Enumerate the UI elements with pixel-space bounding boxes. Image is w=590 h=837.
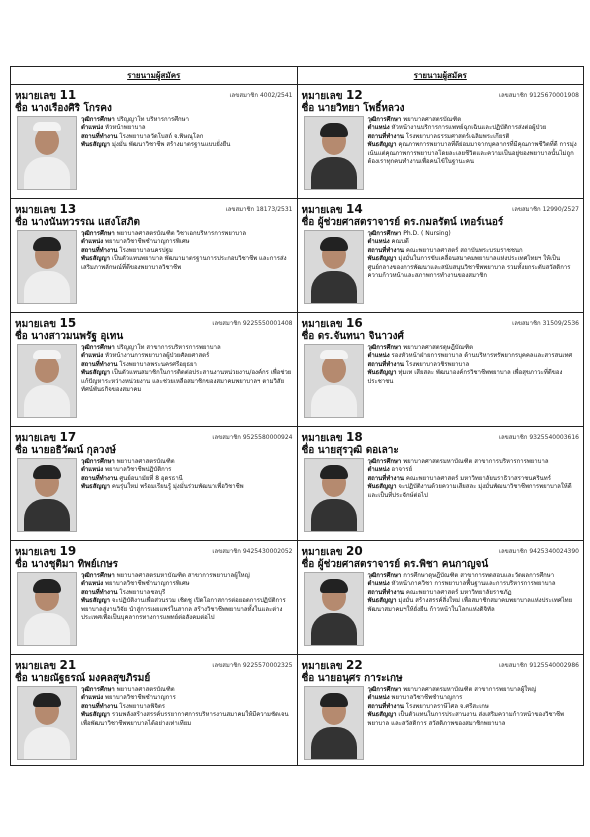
candidate-number: หมายเลข 21 (15, 658, 77, 672)
member-id: เลขสมาชิก 4002/2541 (229, 92, 293, 99)
workplace-line: สถานที่ทำงาน คณะพยาบาลศาสตร์ สถาบันพระบรมราชชนก (367, 246, 523, 254)
position-line: ตำแหน่ง คณบดี (367, 238, 409, 246)
candidate-name: ชื่อ นายอนุศร การะเกษ (301, 673, 403, 684)
workplace-line: สถานที่ทำงาน คณะพยาบาลศาสตร์ มหาวิทยาลัยราชภัฏ (367, 588, 512, 596)
candidate-number: หมายเลข 14 (301, 202, 363, 216)
position-line: ตำแหน่ง หัวหน้าพยาบาล (81, 124, 146, 132)
table-row (11, 655, 583, 765)
workplace-line: สถานที่ทำงาน โรงพยาบาลธรรมศาสตร์เฉลิมพระเกียรติ (367, 132, 510, 140)
candidate-info (81, 116, 293, 150)
candidate-name: ชื่อ นางนันทวรรณ แสงโสภิต (15, 217, 140, 228)
education-line: วุฒิการศึกษา พยาบาลศาสตรดุษฎีบัณฑิต (367, 344, 473, 351)
position-line: ตำแหน่ง พยาบาลวิชาชีพชำนาญการพิเศษ (81, 238, 190, 246)
pledge-line: พันธสัญญา จะปฏิบัติงานด้วยความเสียสละ มุ่งมั่นพัฒนาวิชาชีพการพยาบาลให้ดีและเป็นที่ประจักษ์ต่อไป (367, 483, 572, 499)
workplace-line: สถานที่ทำงาน โรงพยาบาลราษีไศล จ.ศรีสะเกษ (367, 702, 489, 710)
member-id: เลขสมาชิก 9125540002986 (498, 662, 579, 669)
pledge-line: พันธสัญญา จะปฏิบัติงานเพื่อส่วนรวม เชิดชู เปิดโอกาสการต่อยอดการปฏิบัติการพยาบาลสู่งานวิจัย นำสู่การเผยแพร่ในสากล สร้างวิชาชีพพยาบาลทั้งในและต่างประเทศเพื่อเป็นบุคลากรทางการแพทย์ต่อสังคมต่อไป (81, 597, 286, 622)
education-line: วุฒิการศึกษา การศึกษาดุษฎีบัณฑิต สาขาการทดสอบและวัดผลการศึกษา (367, 572, 555, 579)
education-line: วุฒิการศึกษา พยาบาลศาสตรบัณฑิต วิชาเอกบริหารการพยาบาล (81, 230, 247, 237)
candidate-card (11, 313, 298, 426)
candidate-photo (304, 116, 364, 190)
candidate-number: หมายเลข 12 (301, 88, 363, 102)
candidate-info (368, 344, 580, 386)
position-line: ตำแหน่ง พยาบาลวิชาชีพชำนาญการ (81, 694, 176, 702)
candidate-number: หมายเลข 19 (15, 544, 77, 558)
candidate-card (298, 655, 584, 765)
candidate-table (10, 66, 584, 766)
pledge-line: พันธสัญญา เป็นตัวแทนสมาชิกในการติดต่อประสานงานหน่วยงาน/องค์กร เพื่อช่วยแก้ปัญหาระหว่างหน่วยงาน และช่วยเหลือสมาชิกของสมาคมพยาบาลฯ ตามวิสัยทัศน์พันธกิจของสมาคม (81, 369, 292, 394)
header-right: รายนามผู้สมัคร (413, 71, 467, 80)
candidate-info (368, 116, 580, 166)
workplace-line: สถานที่ทำงาน โรงพยาบาลวชิรพยาบาล (367, 360, 470, 368)
workplace-line: สถานที่ทำงาน โรงพยาบาลชลบุรี (81, 588, 166, 596)
candidate-photo (304, 344, 364, 418)
position-line: ตำแหน่ง พยาบาลวิชาชีพชำนาญการ (367, 694, 463, 702)
candidate-number: หมายเลข 20 (301, 544, 363, 558)
education-line: วุฒิการศึกษา พยาบาลศาสตรบัณฑิต (81, 686, 175, 693)
candidate-name: ชื่อ ผู้ช่วยศาสตราจารย์ ดร.กมลรัตน์ เทอร์เนอร์ (301, 217, 504, 228)
candidate-name: ชื่อ นางชุติมา ทิพย์เกษร (15, 559, 119, 570)
candidate-photo (17, 458, 77, 532)
candidate-number: หมายเลข 13 (15, 202, 77, 216)
position-line: ตำแหน่ง หัวหน้างานการพยาบาลผู้ป่วยศัลยศาสตร์ (81, 352, 210, 360)
member-id: เลขสมาชิก 9225550001408 (212, 320, 293, 327)
education-line: วุฒิการศึกษา พยาบาลศาสตรมหาบัณฑิต สาขาการพยาบาลผู้ใหญ่ (81, 572, 250, 579)
table-row (11, 427, 583, 541)
table-row (11, 313, 583, 427)
candidate-photo (17, 686, 77, 760)
candidate-card (11, 427, 298, 540)
candidate-photo (304, 572, 364, 646)
candidate-number: หมายเลข 11 (15, 88, 77, 102)
candidate-card (298, 541, 584, 654)
candidate-photo (304, 458, 364, 532)
candidate-name: ชื่อ นางเรืองศิริ โกรคง (15, 103, 112, 114)
candidate-info (81, 686, 293, 728)
candidate-photo (17, 116, 77, 190)
candidate-photo (304, 230, 364, 304)
candidate-info (368, 458, 580, 500)
candidate-photo (304, 686, 364, 760)
workplace-line: สถานที่ทำงาน โรงพยาบาลพิจิตร (81, 702, 166, 710)
education-line: วุฒิการศึกษา พยาบาลศาสตรบัณฑิต (367, 116, 462, 123)
member-id: เลขสมาชิก 9325540003616 (498, 434, 579, 441)
pledge-line: พันธสัญญา ทุ่มเท เสียสละ พัฒนาองค์กรวิชาชีพพยาบาล เพื่อสุขภาวะที่ดีของประชาชน (367, 369, 563, 385)
candidate-name: ชื่อ ดร.จันทนา จินาวงศ์ (301, 331, 404, 342)
education-line: วุฒิการศึกษา Ph.D. ( Nursing) (367, 230, 451, 237)
candidate-number: หมายเลข 22 (301, 658, 363, 672)
pledge-line: พันธสัญญา เป็นตัวแทนพยาบาล พัฒนามาตรฐานการประกอบวิชาชีพ และการส่งเสริมภาพลักษณ์ที่ดีของพยาบาลวิชาชีพ (81, 255, 287, 271)
member-id: เลขสมาชิก 9225570002325 (212, 662, 293, 669)
position-line: ตำแหน่ง หัวหน้างานบริการการแพทย์ฉุกเฉินและปฏิบัติการส่งต่อผู้ป่วย (367, 124, 547, 132)
member-id: เลขสมาชิก 18173/2531 (225, 206, 293, 213)
candidate-number: หมายเลข 16 (301, 316, 363, 330)
education-line: วุฒิการศึกษา ปริญญาโท บริหารการศึกษา (81, 116, 189, 123)
position-line: ตำแหน่ง อาจารย์ (367, 466, 413, 474)
member-id: เลขสมาชิก 31509/2536 (512, 320, 579, 327)
position-line: ตำแหน่ง พยาบาลวิชาชีพชำนาญการพิเศษ (81, 580, 190, 588)
education-line: วุฒิการศึกษา พยาบาลศาสตรมหาบัณฑิต สาขาการพยาบาลผู้ใหญ่ (367, 686, 537, 693)
candidate-info (368, 230, 580, 280)
candidate-info (81, 230, 293, 272)
pledge-line: พันธสัญญา คุณภาพการพยาบาลที่ดีย่อมมาจากบุคลากรที่มีคุณภาพชีวิตที่ดี การมุ่งเน้นแต่คุณภาพการพยาบาลโดยละเลยชีวิตและความเป็นอยู่ของพยาบาลนั้นไม่ถูกต้องเราทุกคนทำงานเพื่อคนไข้ในฐานะคน (367, 141, 577, 166)
candidate-photo (17, 344, 77, 418)
workplace-line: สถานที่ทำงาน โรงพยาบาลวัดโบสถ์ จ.พิษณุโลก (81, 132, 204, 140)
table-row (11, 541, 583, 655)
pledge-line: พันธสัญญา มุ่งมั่น พัฒนาวิชาชีพ สร้างมาตรฐานแบบยั่งยืน (81, 141, 231, 149)
candidate-card (11, 85, 298, 198)
table-row (11, 199, 583, 313)
candidate-info (81, 344, 293, 394)
candidate-number: หมายเลข 18 (301, 430, 363, 444)
position-line: ตำแหน่ง หัวหน้าภาควิชา การพยาบาลพื้นฐานและการบริหารการพยาบาล (367, 580, 556, 588)
pledge-line: พันธสัญญา เป็นตัวแทนในการประสานงาน ส่งเสริมความก้าวหน้าของวิชาชีพพยาบาล และสวัสดิการ สวัสดิภาพของสมาชิกพยาบาล (367, 711, 564, 727)
member-id: เลขสมาชิก 9125670001908 (498, 92, 579, 99)
candidate-name: ชื่อ นายอธิวัฒน์ กุลวงษ์ (15, 445, 116, 456)
candidate-card (11, 541, 298, 654)
candidate-info (81, 572, 293, 622)
candidate-photo (17, 230, 77, 304)
candidate-name: ชื่อ ผู้ช่วยศาสตราจารย์ ดร.พิชา คนกาญจน์ (301, 559, 489, 570)
member-id: เลขสมาชิก 9425430002052 (212, 548, 293, 555)
member-id: เลขสมาชิก 9525580000924 (212, 434, 293, 441)
workplace-line: สถานที่ทำงาน โรงพยาบาลนครปฐม (81, 246, 173, 254)
workplace-line: สถานที่ทำงาน คณะพยาบาลศาสตร์ มหาวิทยาลัยนราธิวาสราชนครินทร์ (367, 474, 551, 482)
candidate-number: หมายเลข 15 (15, 316, 77, 330)
candidate-info (368, 686, 580, 728)
candidate-photo (17, 572, 77, 646)
education-line: วุฒิการศึกษา พยาบาลศาสตรบัณฑิต (81, 458, 175, 465)
candidate-card (11, 199, 298, 312)
position-line: ตำแหน่ง พยาบาลวิชาชีพปฏิบัติการ (81, 466, 172, 474)
education-line: วุฒิการศึกษา พยาบาลศาสตรมหาบัณฑิต สาขาการบริหารการพยาบาล (367, 458, 549, 465)
candidate-card (11, 655, 298, 765)
candidate-card (298, 85, 584, 198)
pledge-line: พันธสัญญา รวมพลังสร้างสรรค์บรรยากาศการบริหารงานสมาคมให้มีความชัดเจน เพื่อพัฒนาวิชาชีพพยาบาลได้อย่างเท่าเทียม (81, 711, 289, 727)
table-row (11, 85, 583, 199)
candidate-card (298, 199, 584, 312)
candidate-name: ชื่อ นางสาวมนพรัฐ อุเทน (15, 331, 124, 342)
member-id: เลขสมาชิก 9425340024390 (498, 548, 579, 555)
candidate-card (298, 427, 584, 540)
pledge-line: พันธสัญญา คนรุ่นใหม่ พร้อมเรียนรู้ มุ่งมั่นร่วมพัฒนาเพื่อวิชาชีพ (81, 483, 244, 491)
pledge-line: พันธสัญญา มุ่งมั่นในการขับเคลื่อนสมาคมพยาบาลแห่งประเทศไทยฯ ให้เป็นศูนย์กลางของการพัฒนาและสนับสนุนวิชาชีพพยาบาล รวมทั้งยกระดับสวัสดิการความก้าวหน้าและสภาพการทำงานของสมาชิก (367, 255, 571, 280)
candidate-info (81, 458, 293, 492)
workplace-line: สถานที่ทำงาน โรงพยาบาลพระนครศรีอยุธยา (81, 360, 197, 368)
candidate-name: ชื่อ นายณัฐธรณ์ มงคลสุขภิรมย์ (15, 673, 151, 684)
candidate-info (368, 572, 580, 614)
header-left: รายนามผู้สมัคร (11, 67, 298, 84)
candidate-number: หมายเลข 17 (15, 430, 77, 444)
candidate-card (298, 313, 584, 426)
position-line: ตำแหน่ง รองหัวหน้าฝ่ายการพยาบาล ด้านบริหารทรัพยากรบุคคลและสารสนเทศ (367, 352, 573, 360)
member-id: เลขสมาชิก 12990/2527 (512, 206, 579, 213)
education-line: วุฒิการศึกษา ปริญญาโท สาขาการบริหารการพยาบาล (81, 344, 221, 351)
pledge-line: พันธสัญญา มุ่งมั่น สร้างสรรค์สิ่งใหม่ เพื่อสมาชิกสมาคมพยาบาลแห่งประเทศไทย พัฒนาสมาคมฯให้ยั่งยืน ก้าวหน้าในโลกแห่งดิจิทัล (367, 597, 573, 613)
workplace-line: สถานที่ทำงาน ศูนย์อนามัยที่ 8 อุดรธานี (81, 474, 183, 482)
candidate-name: ชื่อ นายสุรวุฒิ ดอเลาะ (301, 445, 399, 456)
candidate-name: ชื่อ นายวิทยา โพธิ์หลวง (301, 103, 405, 114)
table-header (11, 67, 583, 85)
